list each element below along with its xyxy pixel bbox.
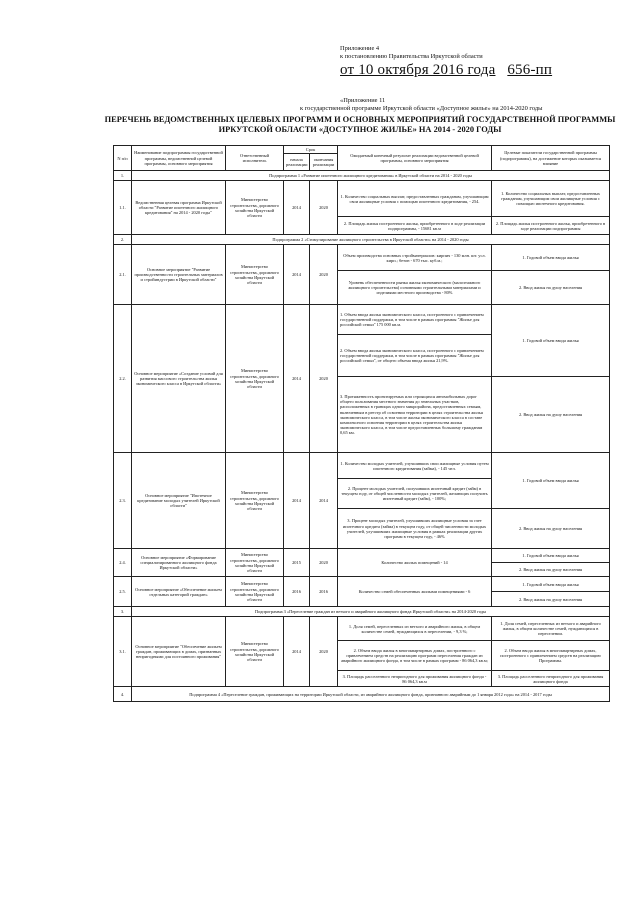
row-indicator: 2. Ввод жилья на душу населения	[492, 377, 610, 453]
row-indicator: 1. Количество социальных выплат, предоставленных гражданам, улучшающим свои жилищные условия с помощью ипотечного кредитования.	[492, 181, 610, 217]
row-name: Основное мероприятие "Развитие производственности строительных материалов и стройиндустрии в Иркутской области"	[132, 245, 226, 305]
program-table	[113, 145, 610, 702]
row-executor: Министерство строительства, дорожного хозяйства Иркутской области	[226, 181, 284, 235]
row-result: 3. Процент молодых учителей, улучшивших жилищные условия за счет ипотечного кредита (займа) в текущем году, от общей численности молодых учителей, улучшивших жилищные условия в рамках реализации других программ в текущем году, - 46%	[338, 509, 492, 549]
order-number: 656-пп	[507, 62, 553, 78]
row-indicator: 1. Годовой объем ввода жилья	[492, 453, 610, 509]
row-indicator: 2. Ввод жилья на душу населения	[492, 563, 610, 577]
col-name-header: Наименование подпрограммы государственной программы, ведомственной целевой программы, основного мероприятия	[132, 146, 226, 171]
row-executor: Министерство строительства, дорожного хозяйства Иркутской области	[226, 549, 284, 577]
row-num: 2.3.	[114, 453, 132, 549]
row-num: 1.1.	[114, 181, 132, 235]
col-start-header: начала реализации	[284, 154, 310, 171]
row-name: Основное мероприятие «Обеспечение жильем отдельных категорий граждан»	[132, 577, 226, 607]
row-executor: Министерство строительства, дорожного хозяйства Иркутской области	[226, 577, 284, 607]
row-end: 2020	[310, 617, 338, 687]
row-indicator: 2. Площадь жилья построенного жилья, приобретенного в ходе реализации подпрограммы	[492, 217, 610, 235]
table-row	[114, 577, 610, 592]
row-start: 2014	[284, 245, 310, 305]
table-row	[114, 305, 610, 335]
row-result: Количество семей обеспеченных жилыми помещениями - 6	[338, 577, 492, 607]
col-num-header: N п/п	[114, 146, 132, 171]
row-end: 2020	[310, 305, 338, 453]
row-result: 2. Процент молодых учителей, получивших ипотечный кредит (займ) в текущем году, от общей численности молодых учителей, желающих получить ипотечный кредит (займ), - 100%;	[338, 479, 492, 509]
subprogram-title: Подпрограмма 4 «Переселение граждан, проживающих на территории Иркутской области, из аварийного жилищного фонда, признанного аварийным до 1 января 2012 года» на 2014 - 2017 годы	[132, 687, 610, 702]
row-name: Основное мероприятие «Создание условий для развития массового строительства жилья экономического класса в Иркутской области»	[132, 305, 226, 453]
row-indicator: 2. Ввод жилья на душу населения	[492, 509, 610, 549]
page-title: ПЕРЕЧЕНЬ ВЕДОМСТВЕННЫХ ЦЕЛЕВЫХ ПРОГРАММ И ОСНОВНЫХ МЕРОПРИЯТИЙ ГОСУДАРСТВЕННОЙ ПРОГРАММЫ ИРКУТСКОЙ ОБЛАСТИ «ДОСТУПНОЕ ЖИЛЬЕ» НА 2014 - 2020 ГОДЫ	[104, 115, 616, 134]
row-end: 2016	[310, 577, 338, 607]
row-indicator: 1. Годовой объем ввода жилья	[492, 305, 610, 377]
appendix-label: Приложение 4	[340, 45, 380, 52]
row-num: 2.5.	[114, 577, 132, 607]
table-row	[114, 245, 610, 271]
row-start: 2014	[284, 305, 310, 453]
row-result: 1. Объем ввода жилья экономического класса, построенного с привлечением государственной поддержки, в том числе в рамках программы "Жилье для российской семьи" 175 000 кв.м.	[338, 305, 492, 335]
row-end: 2020	[310, 549, 338, 577]
row-indicator: 1. Годовой объем ввода жилья	[492, 577, 610, 592]
subprogram-row	[114, 235, 610, 245]
row-result: 2. Объем ввода жилья в многоквартирных домах, построенного с привлечением средств на реализацию программ переселения граждан из аварийного жилищного фонда, в том числе в рамках программ - 86 064,3 кв.м;	[338, 641, 492, 671]
col-term-header: Срок	[284, 146, 338, 154]
row-num: 2.	[114, 235, 132, 245]
row-result: 1. Количество молодых учителей, улучшивших свои жилищные условия путем ипотечного кредитования (займа), - 145 чел.	[338, 453, 492, 479]
row-indicator: 1. Доля семей, переселенных из ветхого и аварийного жилья, в общем количестве семей, нуждающихся в переселении.	[492, 617, 610, 641]
row-indicator: 2. Ввод жилья на душу населения	[492, 271, 610, 305]
row-name: Ведомственная целевая программа Иркутской области "Развитие ипотечного жилищного кредитования" на 2014 - 2020 годы"	[132, 181, 226, 235]
row-num: 2.2.	[114, 305, 132, 453]
row-indicator: 1. Годовой объем ввода жилья	[492, 549, 610, 563]
row-num: 4.	[114, 687, 132, 702]
row-result: Количество жилых помещений - 14	[338, 549, 492, 577]
row-end: 2020	[310, 181, 338, 235]
appendix-reference: к постановлению Правительства Иркутской области	[340, 53, 483, 60]
subprogram-row	[114, 607, 610, 617]
row-num: 2.4.	[114, 549, 132, 577]
row-result: 2. Площадь жилья построенного жилья, приобретенного в ходе реализации подпрограммы, - 15681 кв.м	[338, 217, 492, 235]
table-row	[114, 453, 610, 479]
row-start: 2014	[284, 181, 310, 235]
row-result: Уровень обеспеченности рынка жилья экономического (малоэтажного жилищного строительства) основными строительными материалами и изделиями местного производства - 80%	[338, 271, 492, 305]
col-result-header: Ожидаемый конечный результат реализации ведомственной целевой программы, основного мероприятия	[338, 146, 492, 171]
col-indicators-header: Целевые показатели государственной программы (подпрограммы), на достижение которых оказывается влияние	[492, 146, 610, 171]
table-row	[114, 549, 610, 563]
row-start: 2014	[284, 617, 310, 687]
row-num: 1.	[114, 171, 132, 181]
row-name: Основное мероприятие "Ипотечное кредитование молодых учителей Иркутской области"	[132, 453, 226, 549]
subprogram-title: Подпрограмма 1 «Развитие ипотечного жилищного кредитования» в Иркутской области на 2014 - 2020 годы	[132, 171, 610, 181]
row-result: 1. Количество социальных выплат, предоставленных гражданам, улучшающим свои жилищные условия с помощью ипотечного кредитования, - 254.	[338, 181, 492, 217]
row-executor: Министерство строительства, дорожного хозяйства Иркутской области	[226, 617, 284, 687]
row-result: 3. Протяженность проектируемых или строящихся автомобильных дорог общего пользования местного значения до земельных участков, расположенных в границах одного микрорайона, предоставленных семьям, включенным в реестр об освоении территории в целях строительства жилья экономического класса, в том числе жилья экономического класса в составе комплексного освоения территории в целях строительства жилья экономического класса, в том числе предоставленных большому гражданам 0,65 км.	[338, 377, 492, 453]
subprogram-title: Подпрограмма 2 «Стимулирование жилищного строительства в Иркутской области» на 2014 - 2020 годы	[132, 235, 610, 245]
row-result: 2. Объем ввода жилья экономического класса, построенного с привлечением государственной поддержки, в том числе в рамках программы "Жилье для российской семьи", от общего объема ввода жилья 21,9%.	[338, 335, 492, 377]
row-start: 2016	[284, 577, 310, 607]
subprogram-row	[114, 171, 610, 181]
subprogram-title: Подпрограмма 3 «Переселение граждан из ветхого и аварийного жилищного фонда Иркутской области» на 2014-2020 годы	[132, 607, 610, 617]
row-indicator: 1. Годовой объем ввода жилья	[492, 245, 610, 271]
appendix2-label: «Приложение 11	[340, 97, 386, 104]
table-row	[114, 181, 610, 217]
col-executor-header: Ответственный исполнитель	[226, 146, 284, 171]
row-indicator: 2. Ввод жилья на душу населения	[492, 592, 610, 607]
row-end: 2014	[310, 453, 338, 549]
row-result: Объем производства основных стройматериалов: кирпич - 130 млн. шт. усл. кирп.; бетон - 670 тыс. куб.м.;	[338, 245, 492, 271]
row-name: Основное мероприятие «Формирование специализированного жилищного фонда Иркутской области»	[132, 549, 226, 577]
row-result: 1. Доля семей, переселенных из ветхого и аварийного жилья, в общем количестве семей, нуждающихся в переселении, - 9,3 %;	[338, 617, 492, 641]
col-end-header: окончания реализации	[310, 154, 338, 171]
row-indicator: 2. Объем ввода жилья в многоквартирных домах, построенного с привлечением средств на реализацию Программы.	[492, 641, 610, 671]
row-end: 2020	[310, 245, 338, 305]
row-executor: Министерство строительства, дорожного хозяйства Иркутской области	[226, 453, 284, 549]
row-num: 2.1.	[114, 245, 132, 305]
table-row	[114, 617, 610, 641]
appendix2-reference: к государственной программе Иркутской области «Доступное жилье» на 2014-2020 годы	[300, 105, 543, 112]
order-date: от 10 октября 2016 года	[340, 62, 496, 78]
row-num: 3.	[114, 607, 132, 617]
row-indicator: 3. Площадь расселенного непригодного для проживания жилищного фонда	[492, 671, 610, 687]
row-result: 3. Площадь расселенного непригодного для проживания жилищного фонда - 86 064,3 кв.м	[338, 671, 492, 687]
row-num: 3.1.	[114, 617, 132, 687]
row-start: 2015	[284, 549, 310, 577]
row-start: 2014	[284, 453, 310, 549]
row-executor: Министерство строительства, дорожного хозяйства Иркутской области	[226, 245, 284, 305]
row-name: Основное мероприятие "Обеспечение жильем граждан, проживающих в домах, признанных непригодными для постоянного проживания"	[132, 617, 226, 687]
subprogram-row	[114, 687, 610, 702]
order-line	[340, 62, 552, 78]
row-executor: Министерство строительства, дорожного хозяйства Иркутской области	[226, 305, 284, 453]
